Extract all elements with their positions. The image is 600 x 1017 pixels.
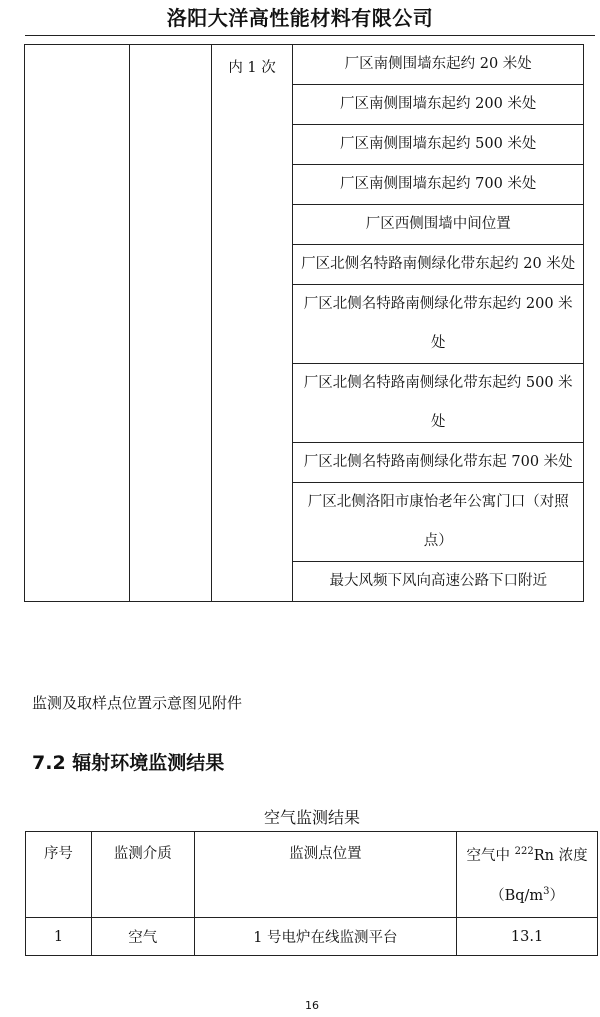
site-cell: 厂区北侧洛阳市康怡老年公寓门口（对照点） [293,483,584,562]
attachment-note: 监测及取样点位置示意图见附件 [32,694,243,712]
monitoring-sites-table [24,44,584,602]
header-medium: 监测介质 [91,832,194,918]
site-cell: 厂区北侧名特路南侧绿化带东起约 500 米处 [293,364,584,443]
site-cell: 厂区西侧围墙中间位置 [293,205,584,245]
empty-cell-2 [129,45,211,602]
frequency-cell: 内 1 次 [211,45,293,602]
table-row [25,45,584,85]
site-cell: 厂区南侧围墙东起约 500 米处 [293,125,584,165]
header-location: 监测点位置 [194,832,456,918]
header-conc-isotope: 222 [514,846,534,857]
site-cell: 最大风频下风向高速公路下口附近 [293,562,584,602]
site-cell: 厂区北侧名特路南侧绿化带东起约 20 米处 [293,245,584,285]
header-conc-suffix: Rn 浓度 [533,847,588,864]
header-rule [25,35,595,36]
site-cell: 厂区南侧围墙东起约 700 米处 [293,165,584,205]
table-row [26,918,598,956]
header-no: 序号 [26,832,92,918]
site-cell: 厂区北侧名特路南侧绿化带东起约 200 米处 [293,285,584,364]
cell-value: 13.1 [457,918,598,956]
header-unit-suffix: ） [549,887,565,904]
header-unit-prefix: （Bq/m [490,887,544,904]
header-conc-prefix: 空气中 [466,847,515,864]
header-unit-exponent: 3 [543,885,550,897]
site-cell: 厂区南侧围墙东起约 20 米处 [293,45,584,85]
table-caption: 空气监测结果 [263,808,360,827]
empty-cell-1 [25,45,130,602]
company-header: 洛阳大洋高性能材料有限公司 [166,6,434,30]
page-number: 16 [305,999,319,1012]
cell-location: 1 号电炉在线监测平台 [194,918,456,956]
table-header-row [26,832,598,918]
section-heading: 7.2 辐射环境监测结果 [32,752,225,774]
site-cell: 厂区南侧围墙东起约 200 米处 [293,85,584,125]
header-concentration [457,832,598,918]
cell-medium: 空气 [91,918,194,956]
air-results-table [25,831,598,956]
cell-no: 1 [26,918,92,956]
site-cell: 厂区北侧名特路南侧绿化带东起 700 米处 [293,443,584,483]
